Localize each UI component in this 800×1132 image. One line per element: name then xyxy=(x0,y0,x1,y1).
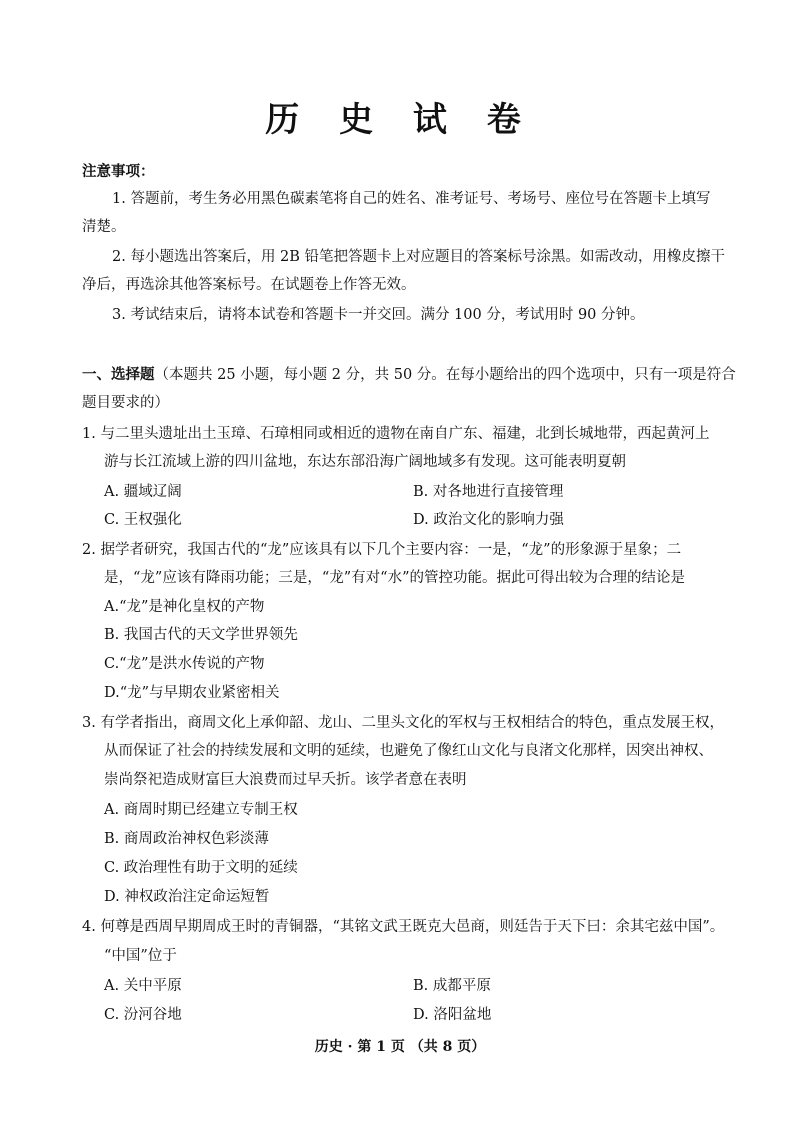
question-3-stem-cont-2: 崇尚祭祀造成财富巨大浪费而过早夭折。该学者意在表明 xyxy=(104,772,467,788)
section-description: （本题共 25 小题，每小题 2 分，共 50 分。在每小题给出的四个选项中，只有一项是符合 xyxy=(154,367,736,383)
question-4-stem-cont: “中国”位于 xyxy=(104,948,177,964)
page-title: 历 史 试 卷 xyxy=(265,100,535,140)
question-3-option-a: A. 商周时期已经建立专制王权 xyxy=(104,802,298,818)
section-heading xyxy=(82,365,736,385)
question-4-option-d: D. 洛阳盆地 xyxy=(413,1007,492,1023)
section-label: 一、选择题 xyxy=(82,366,155,383)
notice-heading: 注意事项： xyxy=(82,163,155,180)
question-2-option-b: B. 我国古代的天文学世界领先 xyxy=(104,627,298,643)
question-4-option-b: B. 成都平原 xyxy=(413,978,491,994)
notice-item-2: 2. 每小题选出答案后，用 2B 铅笔把答题卡上对应题目的答案标号涂黑。如需改动，用橡皮擦干 xyxy=(112,249,726,265)
notice-item-1-cont: 清楚。 xyxy=(82,219,126,235)
question-1-option-c: C. 王权强化 xyxy=(104,512,182,528)
question-1-option-a: A. 疆域辽阔 xyxy=(104,484,182,500)
notice-item-2-cont: 净后，再选涂其他答案标号。在试题卷上作答无效。 xyxy=(82,277,416,293)
question-3-stem-cont: 从而保证了社会的持续发展和文明的延续，也避免了像红山文化与良渚文化那样，因突出神权、 xyxy=(104,743,713,759)
question-2-option-c: C.“龙”是洪水传说的产物 xyxy=(104,656,265,672)
question-2-option-a: A.“龙”是神化皇权的产物 xyxy=(104,599,265,615)
notice-item-3: 3. 考试结束后，请将本试卷和答题卡一并交回。满分 100 分，考试用时 90 分钟。 xyxy=(112,307,645,323)
question-3-stem: 3. 有学者指出，商周文化上承仰韶、龙山、二里头文化的军权与王权相结合的特色，重点发展王权， xyxy=(82,715,724,731)
question-2-stem-cont: 是，“龙”应该有降雨功能；三是，“龙”有对“水”的管控功能。据此可得出较为合理的结论是 xyxy=(104,570,685,586)
question-1-stem-cont: 游与长江流域上游的四川盆地，东达东部沿海广阔地域多有发现。这可能表明夏朝 xyxy=(104,454,626,470)
question-1-option-b: B. 对各地进行直接管理 xyxy=(413,484,564,500)
section-description-cont: 题目要求的） xyxy=(82,395,169,411)
question-3-option-c: C. 政治理性有助于文明的延续 xyxy=(104,860,298,876)
question-2-stem: 2. 据学者研究，我国古代的“龙”应该具有以下几个主要内容：一是，“龙”的形象源于星象；二 xyxy=(82,542,682,558)
question-1-stem: 1. 与二里头遗址出土玉璋、石璋相同或相近的遗物在南自广东、福建，北到长城地带，西起黄河上 xyxy=(82,426,710,442)
question-4-stem: 4. 何尊是西周早期周成王时的青铜器，“其铭文武王既克大邑商，则廷告于天下曰：余其宅兹中国”。 xyxy=(82,919,725,935)
question-2-option-d: D.“龙”与早期农业紧密相关 xyxy=(104,685,280,701)
question-3-option-b: B. 商周政治神权色彩淡薄 xyxy=(104,831,269,847)
notice-item-1: 1. 答题前，考生务必用黑色碳素笔将自己的姓名、准考证号、考场号、座位号在答题卡上填写 xyxy=(112,191,711,207)
question-1-option-d: D. 政治文化的影响力强 xyxy=(413,512,564,528)
question-4-option-c: C. 汾河谷地 xyxy=(104,1007,182,1023)
page-footer: 历史 · 第 1 页 （共 8 页） xyxy=(314,1039,486,1055)
question-4-option-a: A. 关中平原 xyxy=(104,978,182,994)
question-3-option-d: D. 神权政治注定命运短暂 xyxy=(104,889,270,905)
